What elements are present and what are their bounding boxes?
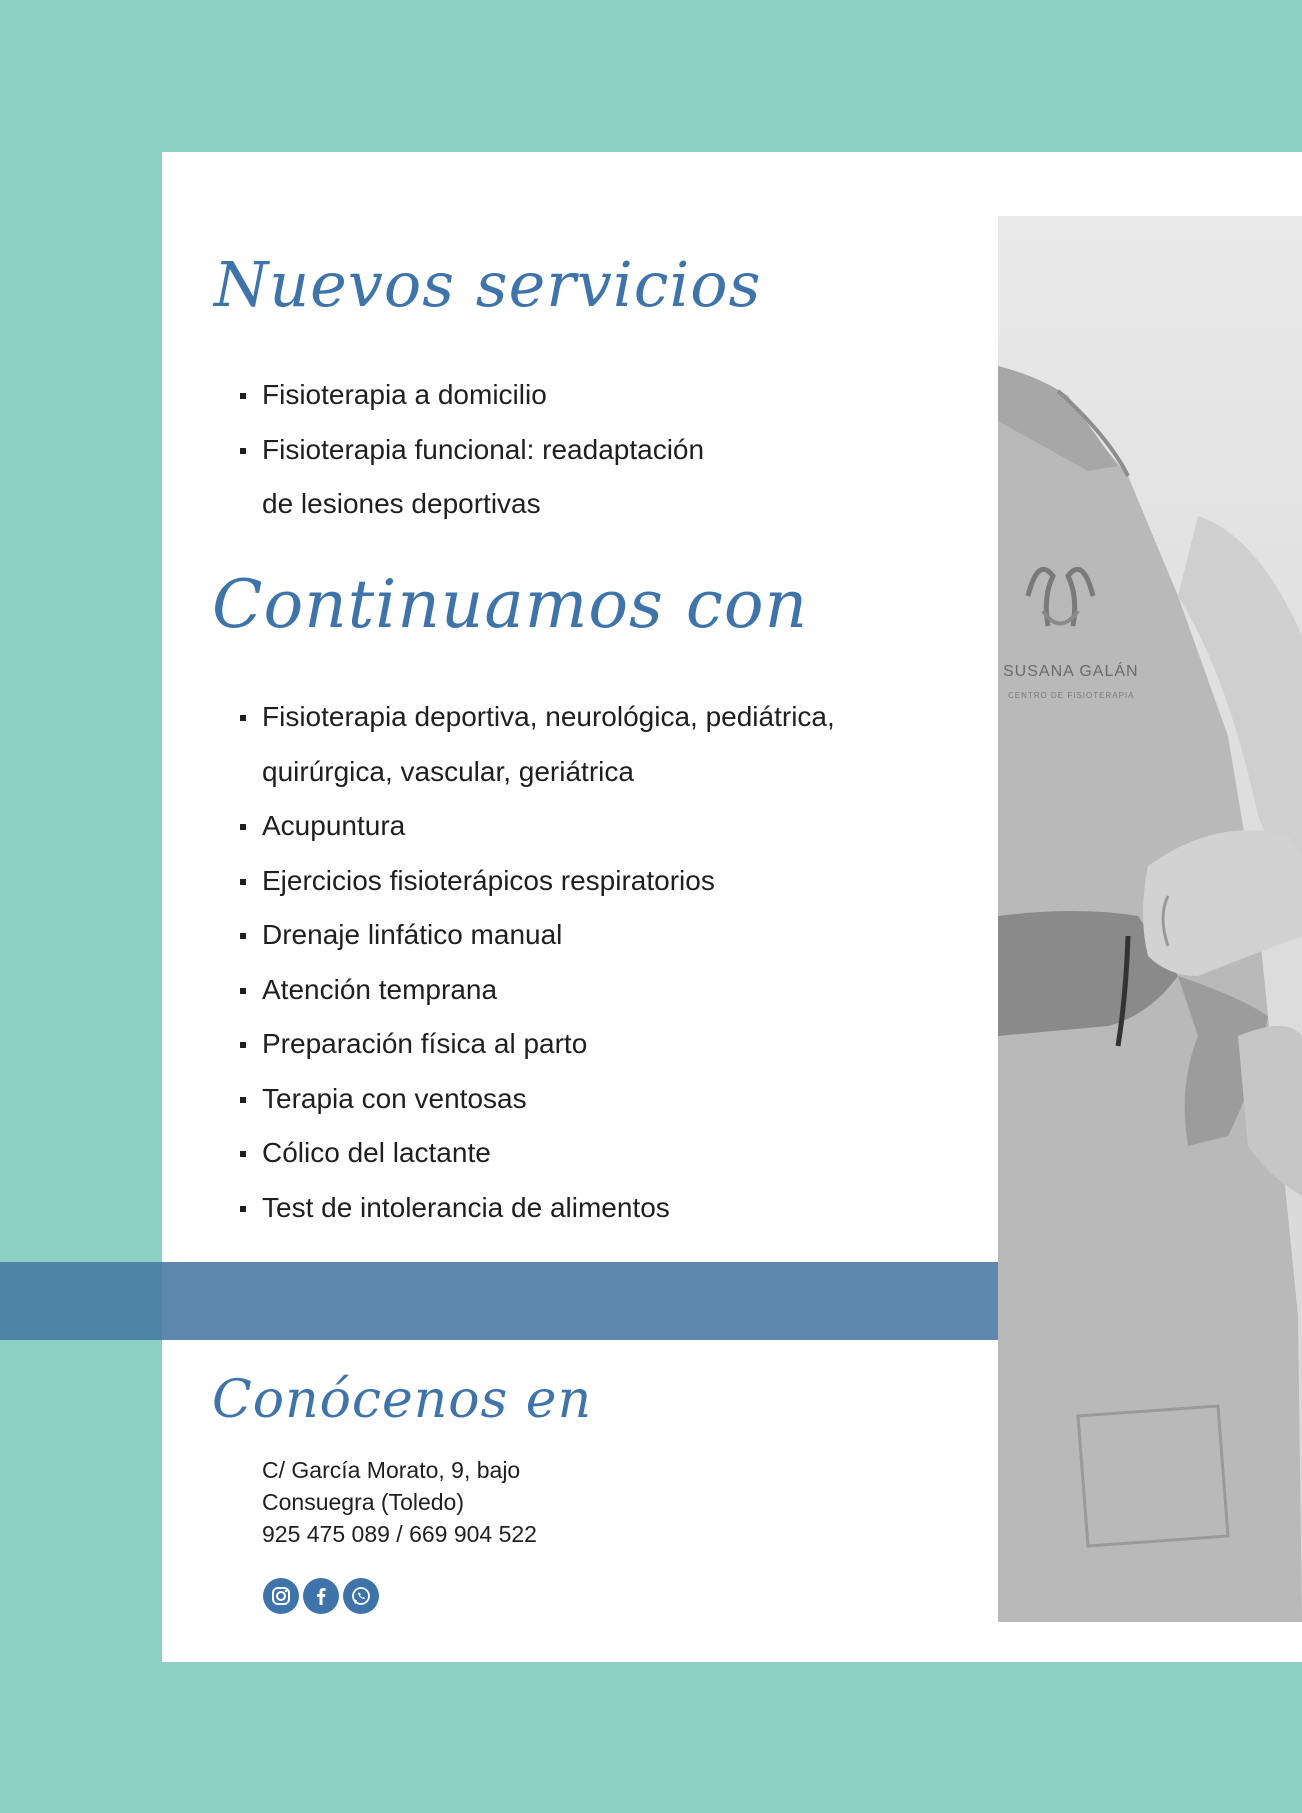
section-title-continuamos-con: Continuamos con <box>212 566 809 643</box>
nuevos-servicios-list <box>236 368 704 532</box>
section-title-conocenos-en: Conócenos en <box>212 1370 593 1430</box>
shirt-logo-sub: CENTRO DE FISIOTERAPIA <box>1008 691 1135 700</box>
blue-band-edge <box>0 1262 162 1340</box>
list-item: Fisioterapia funcional: readaptación de lesiones deportivas <box>236 423 704 532</box>
list-item: Acupuntura <box>236 799 835 854</box>
list-item: Test de intolerancia de alimentos <box>236 1181 835 1236</box>
contact-info <box>262 1454 537 1550</box>
social-icons <box>263 1578 379 1614</box>
address-line-2: Consuegra (Toledo) <box>262 1489 465 1515</box>
photo-illustration <box>998 216 1302 1622</box>
list-item: Terapia con ventosas <box>236 1072 835 1127</box>
facebook-icon[interactable] <box>303 1578 339 1614</box>
list-item: Ejercicios fisioterápicos respiratorios <box>236 854 835 909</box>
continuamos-con-list <box>236 690 835 1235</box>
whatsapp-icon[interactable] <box>343 1578 379 1614</box>
list-item: Preparación física al parto <box>236 1017 835 1072</box>
phone-numbers: 925 475 089 / 669 904 522 <box>262 1521 537 1547</box>
shirt-logo-name: SUSANA GALÁN <box>1003 663 1139 680</box>
list-item: Fisioterapia deportiva, neurológica, pediátrica, quirúrgica, vascular, geriátrica <box>236 690 835 799</box>
list-item: Drenaje linfático manual <box>236 908 835 963</box>
instagram-icon[interactable] <box>263 1578 299 1614</box>
section-title-nuevos-servicios: Nuevos servicios <box>214 248 762 321</box>
therapist-photo <box>998 216 1302 1622</box>
list-item: Cólico del lactante <box>236 1126 835 1181</box>
list-item: Atención temprana <box>236 963 835 1018</box>
list-item: Fisioterapia a domicilio <box>236 368 704 423</box>
address-line-1: C/ García Morato, 9, bajo <box>262 1457 521 1483</box>
